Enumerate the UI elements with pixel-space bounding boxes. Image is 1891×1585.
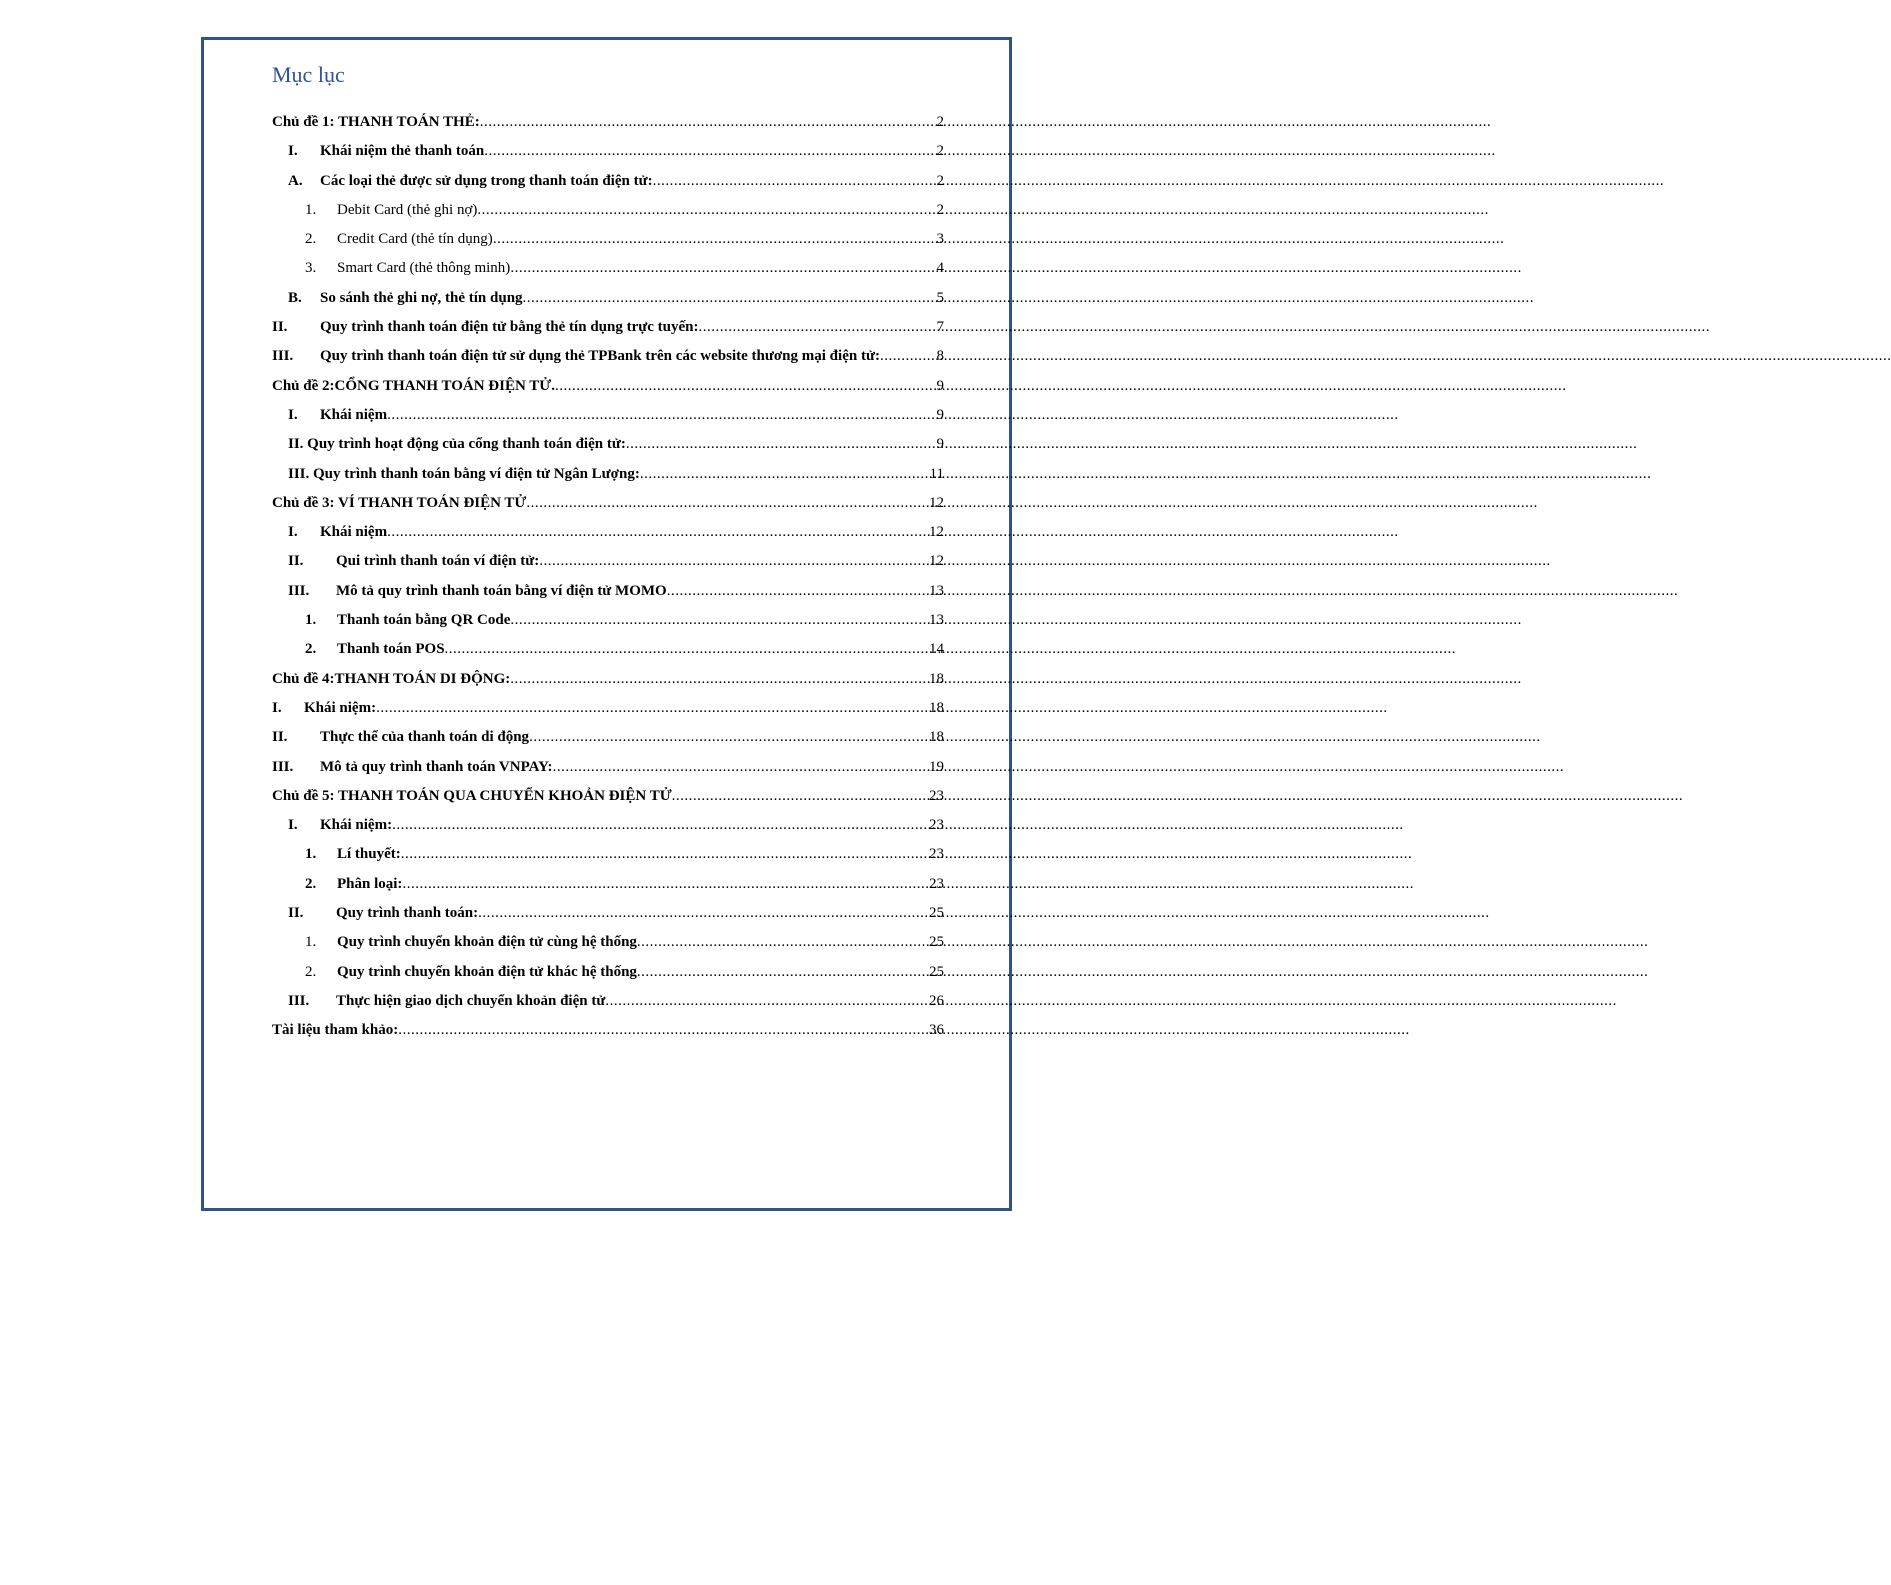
toc-title: Mục lục — [272, 62, 345, 87]
toc-dot-leader — [510, 606, 928, 635]
toc-page-number: 19 — [929, 758, 944, 775]
toc-entry-number: 2. — [305, 231, 317, 248]
toc-dot-leader — [526, 489, 928, 518]
toc-entry-label: Thực thể của thanh toán di động — [320, 729, 530, 746]
table-of-contents — [272, 108, 944, 1046]
toc-page-number: 18 — [929, 729, 944, 746]
toc-entry-label: Phân loại: — [337, 875, 403, 892]
toc-dot-leader — [387, 518, 928, 547]
toc-entry-label: Chủ đề 5: THANH TOÁN QUA CHUYỂN KHOẢN ĐIỆN TỬ — [272, 787, 672, 804]
toc-page-number: 18 — [929, 699, 944, 716]
toc-dot-leader — [445, 635, 928, 664]
toc-page-number: 9 — [936, 436, 944, 453]
toc-page-number: 36 — [929, 1022, 944, 1039]
toc-page-number: 12 — [929, 524, 944, 541]
toc-entry-label: Khái niệm — [320, 524, 388, 541]
toc-dot-leader — [637, 928, 928, 957]
toc-entry-label: Mô tả quy trình thanh toán VNPAY: — [320, 758, 553, 775]
toc-entry-label: Chủ đề 1: THANH TOÁN THẺ: — [272, 114, 480, 130]
toc-dot-leader — [529, 723, 928, 752]
toc-entry-label: II. Quy trình hoạt động của cổng thanh toán điện tử: — [288, 436, 626, 453]
toc-entry[interactable] — [272, 987, 944, 1016]
toc-entry[interactable] — [272, 137, 944, 166]
toc-entry-number: 1. — [305, 201, 317, 218]
toc-dot-leader — [510, 254, 935, 283]
toc-page-number: 2 — [936, 201, 944, 218]
toc-dot-leader — [640, 460, 929, 489]
toc-entry-label: So sánh thẻ ghi nợ, thẻ tín dụng — [320, 289, 523, 306]
toc-entry[interactable] — [272, 899, 944, 928]
toc-entry-label: Quy trình thanh toán: — [336, 905, 479, 922]
toc-entry-label: Các loại thẻ được sử dụng trong thanh toán điện tử: — [320, 172, 653, 189]
toc-entry[interactable] — [272, 518, 944, 547]
toc-entry[interactable] — [272, 958, 944, 987]
toc-entry-label: Khái niệm: — [320, 817, 393, 834]
toc-entry[interactable] — [272, 811, 944, 840]
toc-entry-number: I. — [288, 143, 298, 160]
toc-page-number: 18 — [929, 670, 944, 687]
toc-entry-label: Chủ đề 4:THANH TOÁN DI ĐỘNG: — [272, 670, 511, 687]
toc-entry-label: Khái niệm — [320, 406, 388, 423]
toc-dot-leader — [555, 372, 936, 401]
toc-dot-leader — [605, 987, 928, 1016]
toc-entry-label: Chủ đề 3: VÍ THANH TOÁN ĐIỆN TỬ — [272, 494, 527, 511]
toc-entry-label: Quy trình thanh toán điện tử sử dụng thẻ TPBank trên các website thương mại điện tử: — [320, 348, 880, 365]
toc-page-number: 23 — [929, 817, 944, 834]
toc-dot-leader — [667, 577, 928, 606]
toc-entry-number: III. — [272, 348, 294, 365]
toc-page-number: 14 — [929, 641, 944, 658]
toc-page-number: 25 — [929, 905, 944, 922]
toc-page-number: 8 — [936, 348, 944, 365]
toc-dot-leader — [477, 196, 935, 225]
toc-entry-label: Credit Card (thẻ tín dụng) — [337, 231, 493, 248]
toc-entry-number: II. — [272, 729, 288, 746]
toc-page-number: 5 — [936, 289, 944, 306]
toc-dot-leader — [493, 225, 936, 254]
toc-page-number: 25 — [929, 963, 944, 980]
toc-dot-leader — [387, 401, 935, 430]
toc-entry-number: III. — [288, 582, 310, 599]
toc-entry-number: 2. — [305, 641, 317, 658]
toc-entry-label: Debit Card (thẻ ghi nợ) — [337, 201, 478, 218]
toc-entry-number: 2. — [305, 963, 317, 980]
toc-entry[interactable] — [272, 694, 944, 723]
toc-entry-label: Quy trình chuyển khoản điện tử cùng hệ thống — [337, 934, 637, 951]
toc-page-number: 3 — [936, 231, 944, 248]
toc-entry-number: 1. — [305, 612, 317, 629]
toc-entry[interactable] — [272, 196, 944, 225]
toc-page-number: 12 — [929, 494, 944, 511]
toc-entry-label: Lí thuyết: — [337, 846, 401, 863]
toc-entry-number: I. — [288, 524, 298, 541]
toc-entry[interactable] — [272, 342, 944, 371]
toc-entry-label: Quy trình chuyển khoản điện tử khác hệ thống — [337, 963, 637, 980]
toc-dot-leader — [523, 284, 936, 313]
toc-dot-leader — [553, 753, 928, 782]
toc-entry[interactable] — [272, 284, 944, 313]
toc-entry-number: III. — [272, 758, 294, 775]
toc-page-number: 7 — [936, 319, 944, 336]
toc-dot-leader — [653, 167, 936, 196]
toc-entry[interactable] — [272, 460, 944, 489]
toc-page-number: 23 — [929, 846, 944, 863]
toc-entry[interactable] — [272, 782, 944, 811]
toc-dot-leader — [376, 694, 928, 723]
toc-entry-number: III. — [288, 992, 310, 1009]
toc-entry[interactable] — [272, 547, 944, 576]
toc-dot-leader — [480, 108, 936, 137]
toc-page-number: 13 — [929, 612, 944, 629]
toc-dot-leader — [510, 665, 928, 694]
toc-page-number: 23 — [929, 875, 944, 892]
toc-entry[interactable] — [272, 870, 944, 899]
toc-entry-label: Qui trình thanh toán ví điện tử: — [336, 553, 540, 570]
toc-entry[interactable] — [272, 225, 944, 254]
toc-dot-leader — [401, 840, 928, 869]
toc-entry[interactable] — [272, 723, 944, 752]
toc-entry[interactable] — [272, 1016, 944, 1045]
toc-page-number: 2 — [936, 114, 944, 130]
toc-entry[interactable] — [272, 313, 944, 342]
toc-entry[interactable] — [272, 167, 944, 196]
toc-entry[interactable] — [272, 577, 944, 606]
toc-entry[interactable] — [272, 635, 944, 664]
toc-dot-leader — [392, 811, 928, 840]
toc-dot-leader — [484, 137, 935, 166]
toc-entry[interactable] — [272, 108, 944, 137]
toc-page-number: 25 — [929, 934, 944, 951]
toc-page-number: 13 — [929, 582, 944, 599]
toc-entry-number: I. — [272, 699, 282, 716]
toc-page-number: 11 — [929, 465, 944, 482]
toc-page-number: 4 — [936, 260, 944, 277]
toc-dot-leader — [402, 870, 928, 899]
toc-dot-leader — [672, 782, 928, 811]
toc-dot-leader — [539, 547, 928, 576]
toc-entry-label: Tài liệu tham khảo: — [272, 1022, 399, 1039]
toc-entry[interactable] — [272, 606, 944, 635]
toc-entry-label: III. Quy trình thanh toán bằng ví điện tử Ngân Lượng: — [288, 465, 640, 482]
toc-entry[interactable] — [272, 430, 944, 459]
toc-entry[interactable] — [272, 928, 944, 957]
toc-entry-number: II. — [288, 553, 304, 570]
toc-entry[interactable] — [272, 753, 944, 782]
toc-entry-number: I. — [288, 406, 298, 423]
toc-page-number: 2 — [936, 143, 944, 160]
toc-entry-label: Thanh toán POS — [337, 641, 445, 658]
toc-entry-number: II. — [288, 905, 304, 922]
toc-dot-leader — [478, 899, 928, 928]
toc-entry[interactable] — [272, 254, 944, 283]
toc-page-number: 23 — [929, 787, 944, 804]
toc-entry[interactable] — [272, 372, 944, 401]
toc-entry-number: II. — [272, 319, 288, 336]
toc-entry[interactable] — [272, 665, 944, 694]
toc-dot-leader — [398, 1016, 928, 1045]
toc-entry-number: B. — [288, 289, 302, 306]
toc-entry[interactable] — [272, 489, 944, 518]
toc-dot-leader — [637, 958, 928, 987]
toc-page-number: 12 — [929, 553, 944, 570]
toc-page-number: 26 — [929, 992, 944, 1009]
toc-entry-label: Mô tả quy trình thanh toán bằng ví điện tử MOMO — [336, 582, 667, 599]
toc-entry-number: 1. — [305, 846, 317, 863]
toc-entry-label: Thanh toán bằng QR Code — [337, 612, 511, 629]
toc-entry-label: Smart Card (thẻ thông minh) — [337, 260, 511, 277]
toc-entry-label: Khái niệm: — [304, 699, 377, 716]
toc-dot-leader — [880, 342, 936, 371]
toc-dot-leader — [626, 430, 936, 459]
toc-entry[interactable] — [272, 401, 944, 430]
toc-entry-number: 1. — [305, 934, 317, 951]
toc-page-number: 9 — [936, 406, 944, 423]
toc-entry-label: Thực hiện giao dịch chuyển khoản điện tử — [336, 992, 606, 1009]
toc-entry-number: A. — [288, 172, 303, 189]
toc-entry[interactable] — [272, 840, 944, 869]
toc-entry-number: I. — [288, 817, 298, 834]
toc-page-number: 9 — [936, 377, 944, 394]
toc-entry-label: Chủ đề 2:CỔNG THANH TOÁN ĐIỆN TỬ. — [272, 377, 555, 394]
toc-page-number: 2 — [936, 172, 944, 189]
toc-entry-number: 3. — [305, 260, 317, 277]
toc-dot-leader — [699, 313, 936, 342]
toc-entry-label: Quy trình thanh toán điện tử bằng thẻ tín dụng trực tuyến: — [320, 319, 699, 336]
toc-entry-label: Khái niệm thẻ thanh toán — [320, 143, 485, 160]
toc-entry-number: 2. — [305, 875, 317, 892]
